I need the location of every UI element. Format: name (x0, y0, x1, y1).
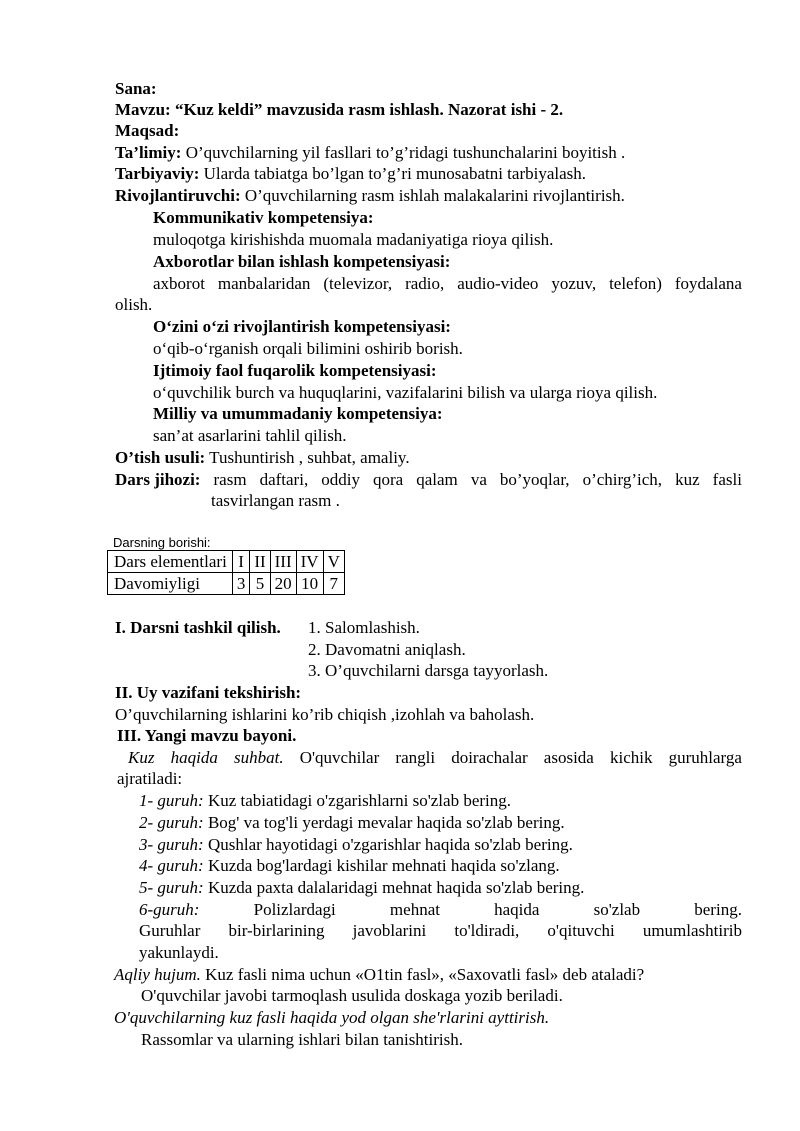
group-task: Kuzda bog'lardagi kishilar mehnati haqida so'zlang. (203, 856, 560, 875)
competency-text-self-development: o‘qib-o‘rganish orqali bilimini oshirib borish. (153, 339, 463, 358)
word: foydalana (674, 274, 742, 293)
table-cell: Davomiyligi (108, 573, 233, 595)
group-item (139, 855, 742, 876)
group-label: 4- guruh: (139, 856, 204, 875)
educational-goal (115, 142, 742, 163)
word: javoblarini (352, 921, 427, 940)
word: va (470, 470, 487, 489)
group-label: 3- guruh: (139, 835, 204, 854)
poem-recital: O'quvchilarning kuz fasli haqida yod olgan she'rlarini ayttirish. (114, 1008, 550, 1027)
teaching-method-text: Tushuntirish , suhbat, amaliy. (205, 448, 410, 467)
developing-goal-label: Rivojlantiruvchi: (115, 186, 241, 205)
group-item (139, 812, 742, 833)
teaching-method (115, 447, 742, 468)
section-1-item: 1. Salomlashish. (308, 618, 420, 637)
word: axborot (153, 274, 205, 293)
section-3-intro (128, 747, 742, 768)
competency-title-information: Axborotlar bilan ishlash kompetensiyasi: (153, 252, 451, 271)
group-task: Qushlar hayotidagi o'zgarishlar haqida so'zlab bering. (203, 835, 573, 854)
word: bering. (694, 900, 742, 919)
word: doirachalar (451, 748, 528, 767)
table-row (108, 573, 345, 595)
lesson-plan-table (107, 550, 345, 595)
word: Guruhlar (139, 921, 201, 940)
group-task: Kuz tabiatidagi o'zgarishlarni so'zlab bering. (203, 791, 512, 810)
word: qora (372, 470, 404, 489)
competency-text-civic: o‘quvchilik burch va huquqlarini, vazifalarini bilish va ularga rioya qilish. (153, 383, 658, 402)
word: o'qituvchi (547, 921, 615, 940)
competency-text-information-cont: olish. (115, 295, 153, 314)
table-caption: Darsning borishi: (113, 535, 211, 550)
group-label: 2- guruh: (139, 813, 204, 832)
word: umumlashtirib (642, 921, 742, 940)
group-label: 6-guruh: (139, 900, 200, 919)
date-label: Sana: (115, 79, 157, 98)
developing-goal (115, 185, 742, 206)
competency-title-self-development: O‘zini o‘zi rivojlantirish kompetensiyasi: (153, 317, 451, 336)
section-1-title: I. Darsni tashkil qilish. (115, 618, 281, 637)
table-cell: V (323, 551, 344, 573)
word: radio, (405, 274, 445, 293)
group-item (139, 834, 742, 855)
word: rangli (395, 748, 436, 767)
competency-text-information (153, 273, 742, 294)
word: o’chirg’ich, (582, 470, 663, 489)
word: suhbat. (233, 748, 284, 767)
group-item (139, 877, 742, 898)
word: kichik (609, 748, 653, 767)
developing-goal-text: O’quvchilarning rasm ishlah malakalarini rivojlantirish. (240, 186, 625, 205)
section-3-intro-cont: ajratiladi: (117, 769, 183, 788)
upbringing-goal-text: Ularda tabiatga bo’lgan to’g’ri munosabatni tarbiyalash. (199, 164, 587, 183)
lesson-equipment-label: Dars jihozi: (115, 470, 201, 489)
word: daftari, (259, 470, 309, 489)
table-cell: 5 (250, 573, 270, 595)
word: Polizlardagi (253, 900, 336, 919)
section-1-item: 2. Davomatni aniqlash. (308, 640, 466, 659)
table-cell: II (250, 551, 270, 573)
brainstorm-label: Aqliy hujum. (114, 965, 201, 984)
group-task: Bog' va tog'li yerdagi mevalar haqida so'zlab bering. (203, 813, 565, 832)
competency-text-cultural: san’at asarlarini tahlil qilish. (153, 426, 347, 445)
word: (televizor, (323, 274, 393, 293)
word: bo’yoqlar, (499, 470, 570, 489)
word: guruhlarga (668, 748, 742, 767)
group-task: Kuzda paxta dalalaridagi mehnat haqida so'zlab bering. (203, 878, 585, 897)
section-2-text: O’quvchilarning ishlarini ko’rib chiqish ,izohlah va baholash. (115, 705, 535, 724)
word: fasli (712, 470, 742, 489)
word: oddiy (321, 470, 360, 489)
lesson-equipment (115, 469, 742, 490)
topic-line: Mavzu: “Kuz keldi” mavzusida rasm ishlash. Nazorat ishi - 2. (115, 100, 564, 119)
teaching-method-label: O’tish usuli: (115, 448, 206, 467)
group-summary (139, 920, 742, 941)
table-cell: I (232, 551, 250, 573)
table-cell: Dars elementlari (108, 551, 233, 573)
table-cell: 7 (323, 573, 344, 595)
group-label: 1- guruh: (139, 791, 204, 810)
word: audio-video (457, 274, 539, 293)
brainstorm-question: Kuz fasli nima uchun «O1tin fasl», «Saxovatli fasl» deb ataladi? (200, 965, 645, 984)
word: haqida (494, 900, 540, 919)
group-label: 5- guruh: (139, 878, 204, 897)
group-summary-cont: yakunlaydi. (139, 943, 219, 962)
group-item (139, 790, 742, 811)
lesson-equipment-cont: tasvirlangan rasm . (211, 491, 340, 510)
educational-goal-text: O’quvchilarning yil fasllari to’g’ridagi tushunchalarini boyitish . (181, 143, 626, 162)
word: haqida (170, 748, 218, 767)
word: asosida (543, 748, 594, 767)
table-cell: 3 (232, 573, 250, 595)
table-cell: 20 (270, 573, 296, 595)
word: telefon) (609, 274, 662, 293)
brainstorm-line (114, 964, 741, 985)
word: O'quvchilar (299, 748, 380, 767)
section-3-title: III. Yangi mavzu bayoni. (117, 726, 297, 745)
artists-intro: Rassomlar va ularning ishlari bilan tanishtirish. (141, 1030, 464, 1049)
word: Kuz (128, 748, 155, 767)
competency-title-cultural: Milliy va umummadaniy kompetensiya: (153, 404, 443, 423)
competency-text-communicative: muloqotga kirishishda muomala madaniyatiga rioya qilish. (153, 230, 554, 249)
section-2-title: II. Uy vazifani tekshirish: (115, 683, 302, 702)
brainstorm-answer: O'quvchilar javobi tarmoqlash usulida doskaga yozib beriladi. (141, 986, 563, 1005)
word: mehnat (389, 900, 440, 919)
section-1-item: 3. O’quvchilarni darsga tayyorlash. (308, 661, 549, 680)
word: qalam (416, 470, 458, 489)
table-cell: III (270, 551, 296, 573)
upbringing-goal (115, 163, 742, 184)
table-cell: IV (296, 551, 323, 573)
word: manbalaridan (217, 274, 311, 293)
group-item-6 (139, 899, 742, 920)
upbringing-goal-label: Tarbiyaviy: (115, 164, 200, 183)
word: kuz (675, 470, 700, 489)
goal-heading: Maqsad: (115, 121, 180, 140)
word: so'zlab (593, 900, 641, 919)
word: rasm (213, 470, 247, 489)
competency-title-civic: Ijtimoiy faol fuqarolik kompetensiyasi: (153, 361, 437, 380)
table-cell: 10 (296, 573, 323, 595)
competency-title-communicative: Kommunikativ kompetensiya: (153, 208, 374, 227)
word: yozuv, (551, 274, 597, 293)
educational-goal-label: Ta’limiy: (115, 143, 182, 162)
word: bir-birlarining (228, 921, 325, 940)
word: to'ldiradi, (454, 921, 520, 940)
table-row (108, 551, 345, 573)
